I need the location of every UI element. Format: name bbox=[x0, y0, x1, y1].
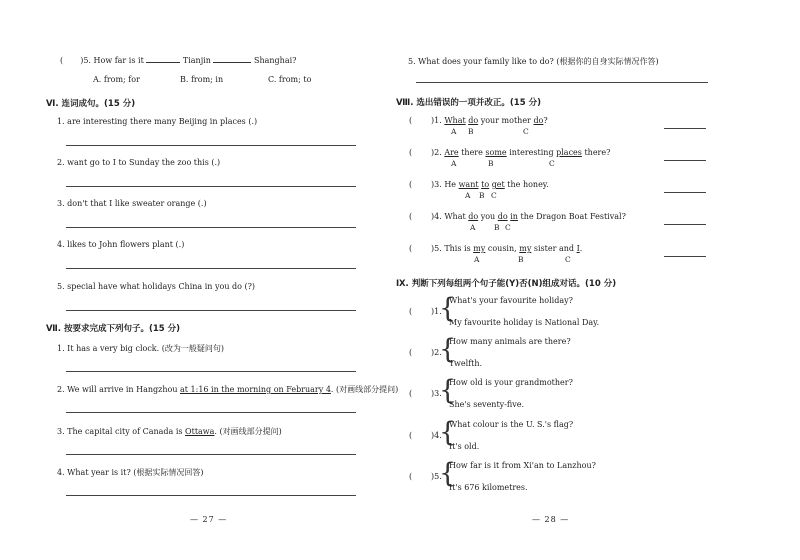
brace-icon: { bbox=[439, 293, 457, 324]
correction-line[interactable] bbox=[664, 224, 706, 225]
transform-item bbox=[57, 384, 398, 395]
question-text: 2. We will arrive in Hangzhou bbox=[57, 385, 181, 394]
answer-paren-close: ) bbox=[80, 56, 84, 65]
sentence-a: How far is it from Xi'an to Lanzhou? bbox=[449, 461, 596, 470]
text-part: your mother bbox=[478, 116, 534, 125]
text-part: He bbox=[444, 180, 459, 189]
text-part: cousin, bbox=[485, 244, 520, 253]
pair-answer bbox=[409, 431, 442, 440]
choice-letter: B bbox=[479, 191, 485, 200]
text-part: interesting bbox=[506, 148, 557, 157]
answer-paren[interactable]: ( bbox=[409, 472, 413, 481]
question-5 bbox=[60, 56, 296, 65]
question-5-family: 5. What does your family like to do? (根据你的自身实际情况作答) bbox=[408, 57, 659, 66]
answer-line[interactable] bbox=[66, 310, 356, 311]
underlined-word: places bbox=[556, 148, 582, 157]
question-text: 3. The capital city of Canada is bbox=[57, 427, 186, 436]
transform-item bbox=[57, 426, 282, 437]
brace-icon: { bbox=[439, 458, 457, 489]
option-c[interactable]: C. from; to bbox=[268, 75, 312, 84]
sentence-b: My favourite holiday is National Day. bbox=[449, 318, 600, 327]
underlined-word: my bbox=[473, 244, 486, 253]
pair-answer bbox=[409, 389, 442, 398]
blank[interactable] bbox=[213, 62, 251, 63]
answer-paren[interactable]: ( bbox=[409, 244, 413, 253]
choice-letter: A bbox=[451, 127, 457, 136]
underlined-word: do bbox=[468, 212, 479, 221]
sentence-b: It's 676 kilometres. bbox=[449, 483, 528, 492]
answer-paren[interactable]: ( bbox=[409, 431, 413, 440]
choice-letter: A bbox=[474, 255, 480, 264]
sentence-b: It's old. bbox=[449, 442, 480, 451]
underlined-word: in bbox=[510, 212, 518, 221]
choice-letter: C bbox=[549, 159, 555, 168]
option-b[interactable]: B. from; in bbox=[180, 75, 224, 84]
error-item bbox=[409, 116, 548, 125]
item-number: )5. bbox=[431, 472, 442, 481]
answer-line[interactable] bbox=[416, 82, 708, 83]
choice-letter: B bbox=[518, 255, 524, 264]
choice-letter: C bbox=[565, 255, 571, 264]
text-part: there? bbox=[581, 148, 611, 157]
answer-paren-open: ( bbox=[60, 56, 64, 65]
section-title: Ⅵ. 连词成句。(15 分) bbox=[46, 99, 136, 109]
correction-line[interactable] bbox=[664, 160, 706, 161]
sentence-item: 1. are interesting there many Beijing in places (.) bbox=[57, 117, 258, 126]
sentence-a: How old is your grandmother? bbox=[449, 378, 573, 387]
correction-line[interactable] bbox=[664, 128, 706, 129]
brace-icon: { bbox=[439, 375, 457, 406]
choice-letter: B bbox=[468, 127, 474, 136]
error-item bbox=[409, 212, 626, 221]
text-part: ? bbox=[543, 116, 548, 125]
item-number: )5. bbox=[431, 244, 442, 253]
transform-item: 4. What year is it? (根据实际情况回答) bbox=[57, 468, 204, 477]
underlined-word: want bbox=[458, 180, 479, 189]
item-number: )3. bbox=[431, 180, 442, 189]
section-title: Ⅷ. 选出错误的一项并改正。(15 分) bbox=[396, 98, 541, 108]
underlined-word: I bbox=[576, 244, 580, 253]
answer-line[interactable] bbox=[66, 145, 356, 146]
sentence-a: What colour is the U. S.'s flag? bbox=[449, 420, 574, 429]
section-title: Ⅸ. 判断下列每组两个句子能(Y)否(N)组成对话。(10 分) bbox=[396, 279, 617, 289]
answer-line[interactable] bbox=[66, 268, 356, 269]
error-item bbox=[409, 244, 582, 253]
text-part: the Dragon Boat Festival? bbox=[517, 212, 626, 221]
page-number: — 28 — bbox=[532, 515, 570, 524]
pair-answer bbox=[409, 348, 442, 357]
section-title: Ⅶ. 按要求完成下列句子。(15 分) bbox=[46, 324, 181, 334]
pair-answer bbox=[409, 472, 442, 481]
answer-paren[interactable]: ( bbox=[409, 148, 413, 157]
answer-paren[interactable]: ( bbox=[409, 348, 413, 357]
text-part: . bbox=[579, 244, 583, 253]
underlined-word: Are bbox=[444, 148, 459, 157]
sentence-a: What's your favourite holiday? bbox=[449, 296, 573, 305]
question-text: Tianjin bbox=[182, 56, 211, 65]
correction-line[interactable] bbox=[664, 192, 706, 193]
question-text: . (对画线部分提问) bbox=[214, 427, 282, 436]
item-number: )1. bbox=[431, 116, 442, 125]
choice-letter: A bbox=[465, 191, 471, 200]
answer-line[interactable] bbox=[66, 371, 356, 372]
answer-line[interactable] bbox=[66, 186, 356, 187]
underlined-word: some bbox=[485, 148, 507, 157]
error-item bbox=[409, 148, 610, 157]
underlined-phrase: at 1:16 in the morning on February 4 bbox=[180, 385, 331, 394]
item-number: )4. bbox=[431, 212, 442, 221]
answer-line[interactable] bbox=[66, 412, 356, 413]
underlined-word: do bbox=[468, 116, 479, 125]
sentence-b: Twelfth. bbox=[449, 359, 483, 368]
error-item bbox=[409, 180, 549, 189]
text-part: What bbox=[444, 212, 469, 221]
text-part: This is bbox=[444, 244, 474, 253]
text-part: sister and bbox=[531, 244, 577, 253]
answer-paren[interactable]: ( bbox=[409, 307, 413, 316]
choice-letter: A bbox=[451, 159, 457, 168]
brace-icon: { bbox=[439, 417, 457, 448]
correction-line[interactable] bbox=[664, 256, 706, 257]
underlined-word: get bbox=[491, 180, 505, 189]
choice-letter: A bbox=[470, 223, 476, 232]
underlined-word: do bbox=[497, 212, 508, 221]
choice-letter: B bbox=[488, 159, 494, 168]
answer-paren[interactable]: ( bbox=[409, 180, 413, 189]
answer-paren[interactable]: ( bbox=[409, 389, 413, 398]
choice-letter: C bbox=[491, 191, 497, 200]
sentence-a: How many animals are there? bbox=[449, 337, 571, 346]
item-number: )2. bbox=[431, 148, 442, 157]
transform-item: 1. It has a very big clock. (改为一般疑问句) bbox=[57, 344, 224, 353]
item-number: )3. bbox=[431, 389, 442, 398]
underlined-word: do bbox=[533, 116, 544, 125]
item-number: )4. bbox=[431, 431, 442, 440]
answer-line[interactable] bbox=[66, 454, 356, 455]
question-text: 5. How far is it bbox=[83, 56, 144, 65]
question-text: . (对画线部分提问) bbox=[330, 385, 399, 394]
text-part: you bbox=[478, 212, 498, 221]
answer-line[interactable] bbox=[66, 495, 356, 496]
sentence-item: 5. special have what holidays China in you do (?) bbox=[57, 282, 256, 291]
text-part: the honey. bbox=[504, 180, 549, 189]
brace-icon: { bbox=[439, 334, 457, 365]
sentence-b: She's seventy-five. bbox=[449, 400, 525, 409]
underlined-word: What bbox=[444, 116, 466, 125]
sentence-item: 2. want go to I to Sunday the zoo this (.) bbox=[57, 158, 221, 167]
answer-paren[interactable]: ( bbox=[409, 212, 413, 221]
answer-paren[interactable]: ( bbox=[409, 116, 413, 125]
choice-letter: C bbox=[523, 127, 529, 136]
item-number: )2. bbox=[431, 348, 442, 357]
choice-letter: B bbox=[494, 223, 500, 232]
underlined-word: my bbox=[519, 244, 532, 253]
blank[interactable] bbox=[146, 62, 180, 63]
underlined-phrase: Ottawa bbox=[185, 427, 215, 436]
pair-answer bbox=[409, 307, 442, 316]
choice-letter: C bbox=[505, 223, 511, 232]
answer-line[interactable] bbox=[66, 227, 356, 228]
underlined-word: to bbox=[481, 180, 490, 189]
sentence-item: 4. likes to John flowers plant (.) bbox=[57, 240, 185, 249]
page-number: — 27 — bbox=[190, 515, 228, 524]
option-a[interactable]: A. from; for bbox=[93, 75, 140, 84]
sentence-item: 3. don't that I like sweater orange (.) bbox=[57, 199, 207, 208]
question-text: Shanghai? bbox=[253, 56, 297, 65]
item-number: )1. bbox=[431, 307, 442, 316]
text-part: there bbox=[458, 148, 486, 157]
